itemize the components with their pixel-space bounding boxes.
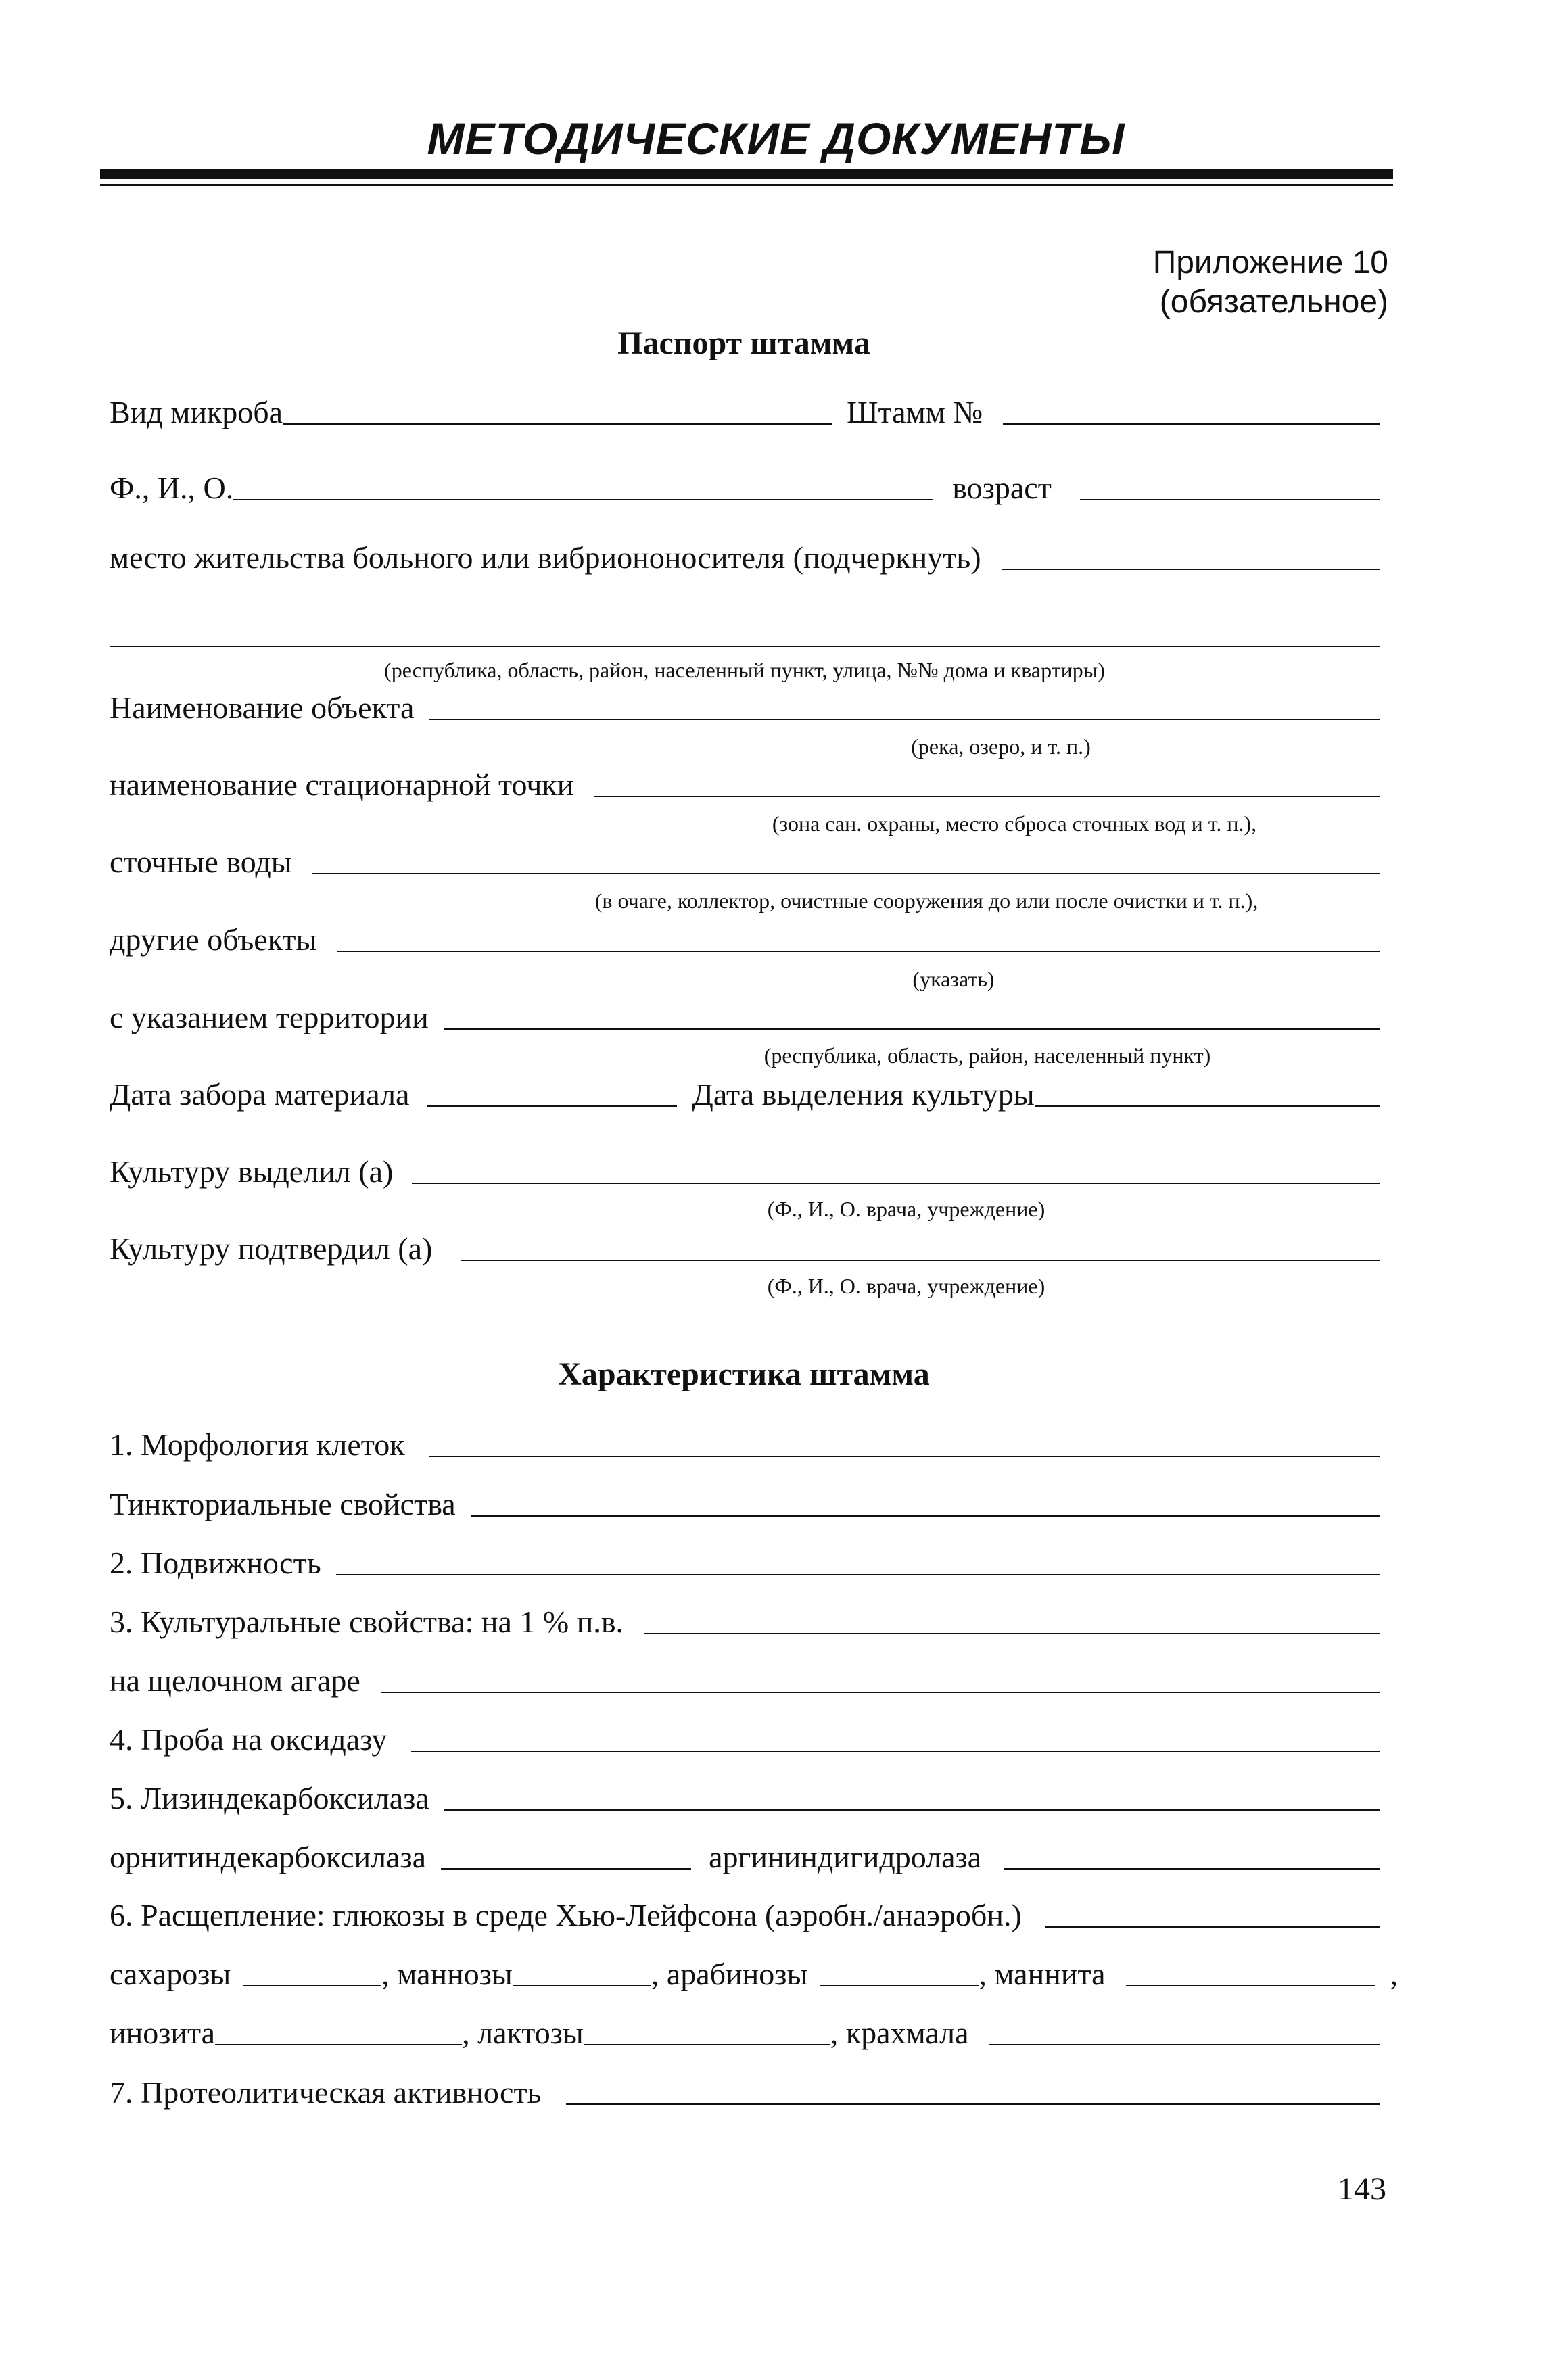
station-name-label: наименование стационарной точки [110,767,574,802]
microbe-row [110,396,1380,430]
lysine-row [110,1782,1380,1816]
residence-hint: (республика, область, район, населенный пункт, улица, №№ дома и квартиры) [384,658,1105,682]
wastewater-field[interactable] [312,872,1380,874]
sucrose-label: сахарозы [110,1957,231,1991]
inositol-field[interactable] [215,2043,462,2045]
confirmed-by-field[interactable] [461,1259,1380,1261]
mannose-label: , маннозы [381,1957,513,1991]
sampling-date-label: Дата забора материала [110,1077,410,1112]
proteolytic-field[interactable] [566,2103,1380,2105]
motility-field[interactable] [336,1573,1380,1575]
wastewater-row [110,845,1380,880]
station-name-field[interactable] [594,795,1380,797]
wastewater-hint: (в очаге, коллектор, очистные сооружения до или после очистки и т. п.), [594,888,1259,913]
alkaline-agar-label: на щелочном агаре [110,1663,360,1698]
residence-label: место жительства больного или вибриононосителя (подчеркнуть) [110,540,981,575]
arabinose-field[interactable] [820,1984,979,1986]
age-label: возраст [952,471,1052,505]
territory-label: с указанием территории [110,1000,429,1034]
name-row [110,471,1380,506]
dates-row [110,1078,1380,1112]
sucrose-field[interactable] [243,1984,381,1986]
other-objects-label: другие объекты [110,922,317,957]
sugars-row-1 [110,1957,1398,1992]
arginine-field[interactable] [1004,1867,1380,1870]
isolation-date-field[interactable] [1035,1105,1380,1107]
section-header: МЕТОДИЧЕСКИЕ ДОКУМЕНТЫ [427,114,1125,164]
alkaline-agar-field[interactable] [381,1691,1380,1693]
full-name-field[interactable] [233,498,933,500]
proteolytic-label: 7. Протеолитическая активность [110,2075,542,2110]
page-number: 143 [1338,2171,1386,2207]
cultural-field[interactable] [644,1632,1380,1634]
trailing-comma: , [1390,1957,1398,1991]
oxidase-field[interactable] [411,1750,1380,1752]
arginine-label: аргининдигидролаза [709,1840,982,1874]
tinctorial-field[interactable] [471,1515,1380,1517]
mannitol-label: , маннита [979,1957,1106,1991]
tinctorial-label: Тинкториальные свойства [110,1487,456,1521]
starch-field[interactable] [989,2043,1380,2045]
other-objects-field[interactable] [337,950,1380,952]
territory-field[interactable] [444,1028,1380,1030]
station-hint: (зона сан. охраны, место сброса сточных вод и т. п.), [772,811,1257,836]
confirmed-by-hint: (Ф., И., О. врача, учреждение) [767,1274,1045,1298]
lysine-field[interactable] [444,1809,1380,1811]
alkaline-agar-row [110,1664,1380,1698]
object-name-field[interactable] [429,718,1380,720]
residence-row [110,541,1380,575]
mannitol-field[interactable] [1126,1984,1375,1986]
ornithine-label: орнитиндекарбоксилаза [110,1840,427,1874]
sampling-date-field[interactable] [427,1105,677,1107]
proteolytic-row [110,2076,1380,2110]
ornithine-field[interactable] [441,1867,691,1870]
morphology-field[interactable] [429,1455,1380,1457]
header-rule-thick [100,169,1393,178]
motility-label: 2. Подвижность [110,1546,321,1580]
inositol-label: инозита [110,2016,216,2050]
lactose-field[interactable] [584,2043,830,2045]
tinctorial-row [110,1488,1380,1522]
document-title: Паспорт штамма [617,325,870,361]
appendix-number: Приложение 10 [1152,245,1388,281]
strain-number-field[interactable] [1003,423,1380,425]
splitting-row [110,1899,1380,1933]
decarboxylase-row [110,1840,1380,1875]
characteristics-title: Характеристика штамма [558,1356,930,1392]
isolation-date-label: Дата выделения культуры [692,1077,1035,1112]
residence-address-field[interactable] [110,646,1380,647]
microbe-species-label: Вид микроба [110,395,283,429]
motility-row [110,1546,1380,1581]
wastewater-label: сточные воды [110,844,292,879]
appendix-label [1153,243,1388,322]
lysine-label: 5. Лизиндекарбоксилаза [110,1781,429,1815]
mannose-field[interactable] [513,1984,651,1986]
morphology-row [110,1428,1380,1462]
full-name-label: Ф., И., О. [110,471,234,505]
starch-label: , крахмала [830,2016,969,2050]
other-objects-hint: (указать) [912,967,995,991]
sugars-row-2 [110,2016,1380,2051]
isolated-by-label: Культуру выделил (а) [110,1154,394,1189]
splitting-label: 6. Расщепление: глюкозы в среде Хью-Лейфсона (аэробн./анаэробн.) [110,1898,1022,1932]
cultural-label: 3. Культуральные свойства: на 1 % п.в. [110,1604,624,1639]
station-row [110,768,1380,803]
object-name-label: Наименование объекта [110,690,415,725]
isolated-by-row [110,1155,1380,1189]
territory-hint: (республика, область, район, населенный пункт) [763,1043,1211,1068]
territory-row [110,1001,1380,1035]
isolated-by-field[interactable] [412,1182,1380,1184]
morphology-label: 1. Морфология клеток [110,1427,405,1462]
glucose-field[interactable] [1045,1926,1380,1928]
confirmed-by-row [110,1232,1380,1266]
other-objects-row [110,923,1380,957]
appendix-status: (обязательное) [1159,284,1388,320]
arabinose-label: , арабинозы [651,1957,808,1991]
oxidase-row [110,1723,1380,1757]
object-row [110,691,1380,725]
object-hint: (река, озеро, и т. п.) [911,734,1091,759]
cultural-row [110,1605,1380,1640]
residence-field[interactable] [1002,568,1380,570]
microbe-species-field[interactable] [283,423,832,425]
oxidase-label: 4. Проба на оксидазу [110,1722,387,1757]
header-rule-thin [100,184,1393,186]
confirmed-by-label: Культуру подтвердил (а) [110,1231,433,1266]
lactose-label: , лактозы [462,2016,584,2050]
strain-number-label: Штамм № [847,395,983,429]
isolated-by-hint: (Ф., И., О. врача, учреждение) [767,1197,1045,1221]
age-field[interactable] [1080,498,1380,500]
